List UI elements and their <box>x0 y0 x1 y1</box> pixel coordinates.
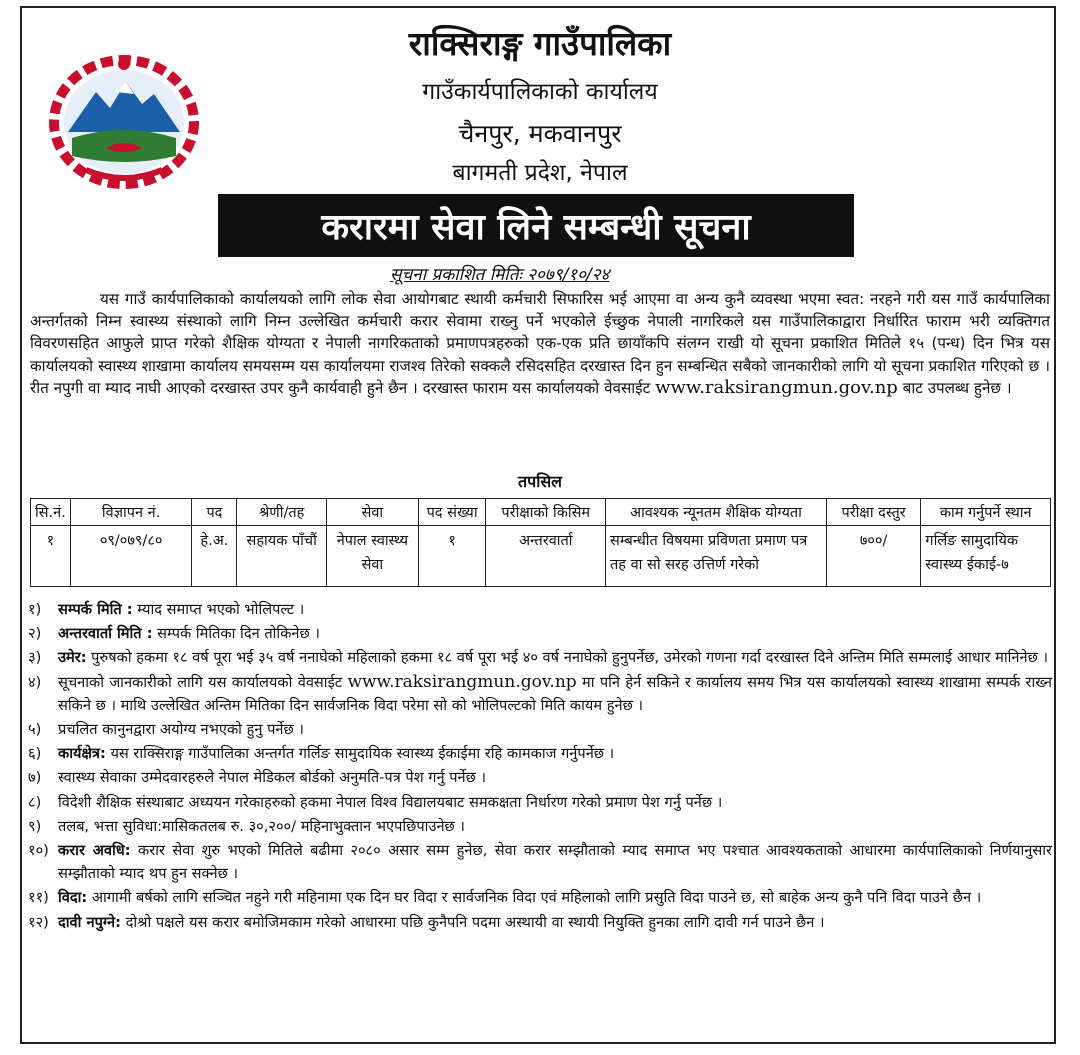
office-address: चैनपुर, मकवानपुर <box>458 119 622 148</box>
intro-suffix: बाट उपलब्ध हुनेछ । <box>902 378 1012 397</box>
column-header: विज्ञापन नं. <box>70 499 192 526</box>
item-number: २) <box>28 625 42 643</box>
cell-exam-fee: ७००/ <box>826 526 921 587</box>
cell-service: नेपाल स्वास्थ्य सेवा <box>327 526 419 587</box>
table-row <box>31 526 1051 587</box>
column-header: पद संख्या <box>418 499 486 526</box>
item-number: १०) <box>28 842 49 860</box>
item-number: १) <box>28 601 42 618</box>
column-header: काम गर्नुपर्ने स्थान <box>921 499 1051 526</box>
list-item <box>28 671 1052 717</box>
column-header: परीक्षा दस्तुर <box>826 499 921 526</box>
item-number: ६) <box>28 745 42 763</box>
item-suffix: मा पनि हेर्न सकिने र कार्यालय समय भित्र यस कार्यालयको स्वास्थ्य शाखामा सम्पर्क राख्न सकिने छ । माथि उल्लेखित अन्तिम मितिका दिन सार्वजनिक विदा परेमा सो को भोलिपल्टको मिति कायम हुनेछ । <box>58 673 1052 714</box>
province-name: बागमती प्रदेश, नेपाल <box>452 160 628 186</box>
column-header: आवश्यक न्यूनतम शैक्षिक योग्यता <box>606 499 827 526</box>
office-name: गाउँकार्यपालिकाको कार्यालय <box>422 79 658 105</box>
list-item <box>28 766 1052 789</box>
column-header: सि.नं. <box>31 499 71 526</box>
terms-list <box>28 598 1052 935</box>
item-text: म्याद समाप्त भएको भोलिपल्ट । <box>137 601 305 618</box>
cell-serial: १ <box>31 526 71 587</box>
item-text: यस राक्सिराङ्ग गाउँपालिका अन्तर्गत गर्लिङ सामुदायिक स्वास्थ्य ईकाईमा रहि कामकाज गर्नुपर्नेछ । <box>110 745 615 763</box>
item-text: प्रचलित कानुनद्वारा अयोग्य नभएको हुनु पर्नेछ । <box>58 721 304 739</box>
item-label: अन्तरवार्ता मिति : <box>58 625 153 643</box>
cell-level: सहायक पाँचौं <box>237 526 327 587</box>
intro-paragraph <box>30 288 1050 399</box>
item-number: ५) <box>28 721 42 739</box>
list-item <box>28 742 1052 765</box>
item-label: सम्पर्क मिति : <box>58 601 133 618</box>
positions-table <box>30 498 1051 587</box>
item-number: ११) <box>28 889 49 907</box>
cell-qualification: सम्बन्धीत विषयमा प्रविणता प्रमाण पत्र तह वा सो सरह उत्तिर्ण गरेको <box>606 526 827 587</box>
list-item <box>28 911 1052 934</box>
list-item <box>28 598 1052 621</box>
column-header: पद <box>192 499 237 526</box>
notice-title: करारमा सेवा लिने सम्बन्धी सूचना <box>218 194 854 257</box>
item-label: कार्यक्षेत्र: <box>58 745 106 763</box>
intro-text: यस गाउँ कार्यपालिकाको कार्यालयको लागि लोक सेवा आयोगबाट स्थायी कर्मचारी सिफारिस भई आएमा वा अन्य कुनै व्यवस्था भएमा स्वत: नरहने गरी यस गाउँ कार्यपालिका अन्तर्गतको निम्न स्वास्थ्य संस्थाको लागि निम्न उल्लेखित कर्मचारी करार सेवामा राख्नु पर्ने भएकोले ईच्छुक नेपाली नागरिकले यस गाउँपालिकाद्वारा निर्धारित फाराम भरी व्यक्तिगत विवरणसहित आफुले प्राप्त गरेको शैक्षिक योग्यता र नेपाली नागरिकताको प्रमाणपत्रहरुको एक-एक प्रति छायाँकपि संलग्न राखी यो सूचना प्रकाशित मितिले १५ (पन्ध) दिन भित्र यस कार्यालयको स्वास्थ्य शाखामा कार्यालय समयसम्म यस कार्यालयमा राजश्व तिरेको सक्कलै रसिदसहित दरखास्त दिन हुन सम्बन्धित सबैको जानकारीको लागि यो सूचना प्रकाशित गरिएको छ । रीत नपुगी वा म्याद नाघी आएको दरखास्त उपर कुनै कार्यवाही हुने छैन । दरखास्त फाराम यस कार्यालयको वेवसाईट <box>30 290 1050 397</box>
column-header: श्रेणी/तह <box>237 499 327 526</box>
item-text: विदेशी शैक्षिक संस्थाबाट अध्ययन गरेकाहरुको हकमा नेपाल विश्व विद्यालयबाट समकक्षता निर्धारण गरेको प्रमाण पेश गर्नु पर्नेछ । <box>58 793 723 811</box>
list-item <box>28 839 1052 885</box>
item-text: सूचनाको जानकारीको लागि यस कार्यालयको वेवसाईट <box>58 673 343 691</box>
item-text: सम्पर्क मितिका दिन तोकिनेछ । <box>157 625 320 643</box>
list-item <box>28 622 1052 645</box>
item-label: दावी नपुग्ने: <box>58 913 121 931</box>
item-text: आगामी बर्षको लागि सञ्चित नहुने गरी महिनामा एक दिन घर विदा र सार्वजनिक विदा एवं महिलाको लागि प्रसुति विदा पाउने छ, सो बाहेक अन्य कुनै पनि विदा पाउने छैन । <box>91 889 982 907</box>
list-item <box>28 646 1052 669</box>
list-item <box>28 886 1052 909</box>
item-number: ४) <box>28 673 42 691</box>
table-heading: तपसिल <box>517 472 563 491</box>
list-item <box>28 791 1052 814</box>
cell-ad-number: ०९/०७९/८० <box>70 526 192 587</box>
list-item <box>28 815 1052 838</box>
org-name: राक्सिराङ्ग गाउँपालिका <box>408 24 672 63</box>
cell-post-count: १ <box>418 526 486 587</box>
item-number: ३) <box>28 649 42 667</box>
item-text: तलब, भत्ता सुविधा:मासिकतलब रु. ३०,२००/ महिनाभुक्तान भएपछिपाउनेछ । <box>58 817 465 835</box>
column-header: परीक्षाको किसिम <box>486 499 606 526</box>
cell-post: हे.अ. <box>192 526 237 587</box>
item-text: स्वास्थ्य सेवाका उम्मेदवारहरुले नेपाल मेडिकल बोर्डको अनुमति-पत्र पेश गर्नु पर्नेछ । <box>58 769 487 787</box>
cell-work-location: गर्लिङ सामुदायिक स्वास्थ्य ईकाई-७ <box>921 526 1051 587</box>
column-header: सेवा <box>327 499 419 526</box>
item-text: पुरुषको हकमा १८ वर्ष पूरा भई ३५ वर्ष ननाघेको महिलाको हकमा १८ वर्ष पूरा भई ४० वर्ष ननाघेको हुनुपर्नेछ, उमेरको गणना गर्दा दरखास्त दिने अन्तिम मिति सम्मलाई आधार मानिनेछ । <box>91 649 1049 667</box>
item-number: ९) <box>28 817 42 835</box>
website-link[interactable]: www.raksirangmun.gov.np <box>347 671 577 692</box>
item-label: करार अवधि: <box>58 842 131 860</box>
table-header-row <box>31 499 1051 526</box>
list-item <box>28 718 1052 741</box>
item-number: १२) <box>28 913 49 931</box>
item-number: ७) <box>28 769 42 787</box>
publish-date: सूचना प्रकाशित मितिः २०७९/१०/२४ <box>390 265 610 285</box>
item-label: उमेर: <box>58 649 87 667</box>
item-label: विदा: <box>58 889 88 907</box>
item-text: करार सेवा शुरु भएको मितिले बढीमा २०८० असार सम्म हुनेछ, सेवा करार सम्झौताको म्याद समाप्त भए पश्चात आवश्यकताको आधारमा कार्यपालिकाको निर्णयानुसार सम्झौताको म्याद थप हुन सक्नेछ । <box>58 842 1052 883</box>
item-number: ८) <box>28 793 42 811</box>
website-link[interactable]: www.raksirangmun.gov.np <box>655 376 898 398</box>
item-text: दोश्रो पक्षले यस करार बमोजिमकाम गरेको आधारमा पछि कुनैपनि पदमा अस्थायी वा स्थायी नियुक्ति हुनका लागि दावी गर्न पाउने छैन । <box>125 913 825 931</box>
cell-exam-type: अन्तरवार्ता <box>486 526 606 587</box>
